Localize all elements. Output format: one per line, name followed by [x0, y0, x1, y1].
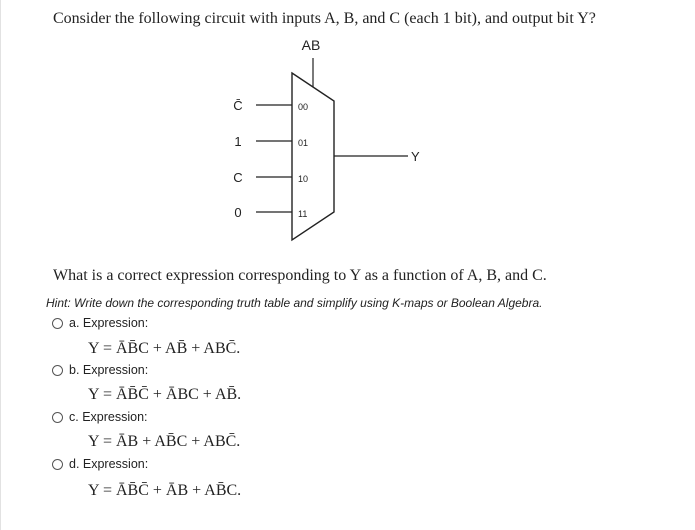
mux-input-0-value: C̄ [233, 98, 243, 113]
option-a[interactable] [52, 316, 148, 330]
option-c-label: c. Expression: [69, 410, 148, 424]
radio-c[interactable] [52, 412, 63, 423]
question-text: Consider the following circuit with inputs A, B, and C (each 1 bit), and output bit Y? [53, 10, 596, 27]
option-d-expression: Y = ĀB̄C̄ + ĀB + AB̄C. [88, 482, 242, 499]
hint-text: Hint: Write down the corresponding truth table and simplify using K-maps or Boolean Algebra. [46, 296, 543, 310]
option-d-label: d. Expression: [69, 457, 149, 471]
option-d[interactable] [52, 457, 148, 471]
option-b-expression: Y = ĀB̄C̄ + ĀBC + AB̄. [88, 386, 242, 403]
option-b[interactable] [52, 363, 148, 377]
mux-diagram [0, 0, 695, 260]
option-c[interactable] [52, 410, 148, 424]
mux-select-code-10: 10 [298, 174, 309, 184]
option-b-label: b. Expression: [69, 363, 149, 377]
option-c-expression: Y = ĀB + AB̄C + ABC̄. [88, 433, 241, 450]
mux-output-label: Y [411, 149, 420, 164]
prompt-text: What is a correct expression corresponding to Y as a function of A, B, and C. [53, 267, 547, 284]
radio-b[interactable] [52, 365, 63, 376]
mux-select-code-00: 00 [298, 102, 309, 112]
mux-select-label: AB [301, 37, 321, 53]
option-a-expression: Y = ĀB̄C + AB̄ + ABC̄. [88, 340, 241, 357]
option-a-label: a. Expression: [69, 316, 149, 330]
radio-a[interactable] [52, 318, 63, 329]
radio-d[interactable] [52, 459, 63, 470]
mux-input-2-value: C [233, 170, 243, 185]
mux-input-1-value: 1 [234, 134, 242, 149]
mux-select-code-01: 01 [298, 138, 309, 148]
mux-input-3-value: 0 [234, 205, 242, 220]
mux-select-code-11: 11 [298, 209, 308, 219]
